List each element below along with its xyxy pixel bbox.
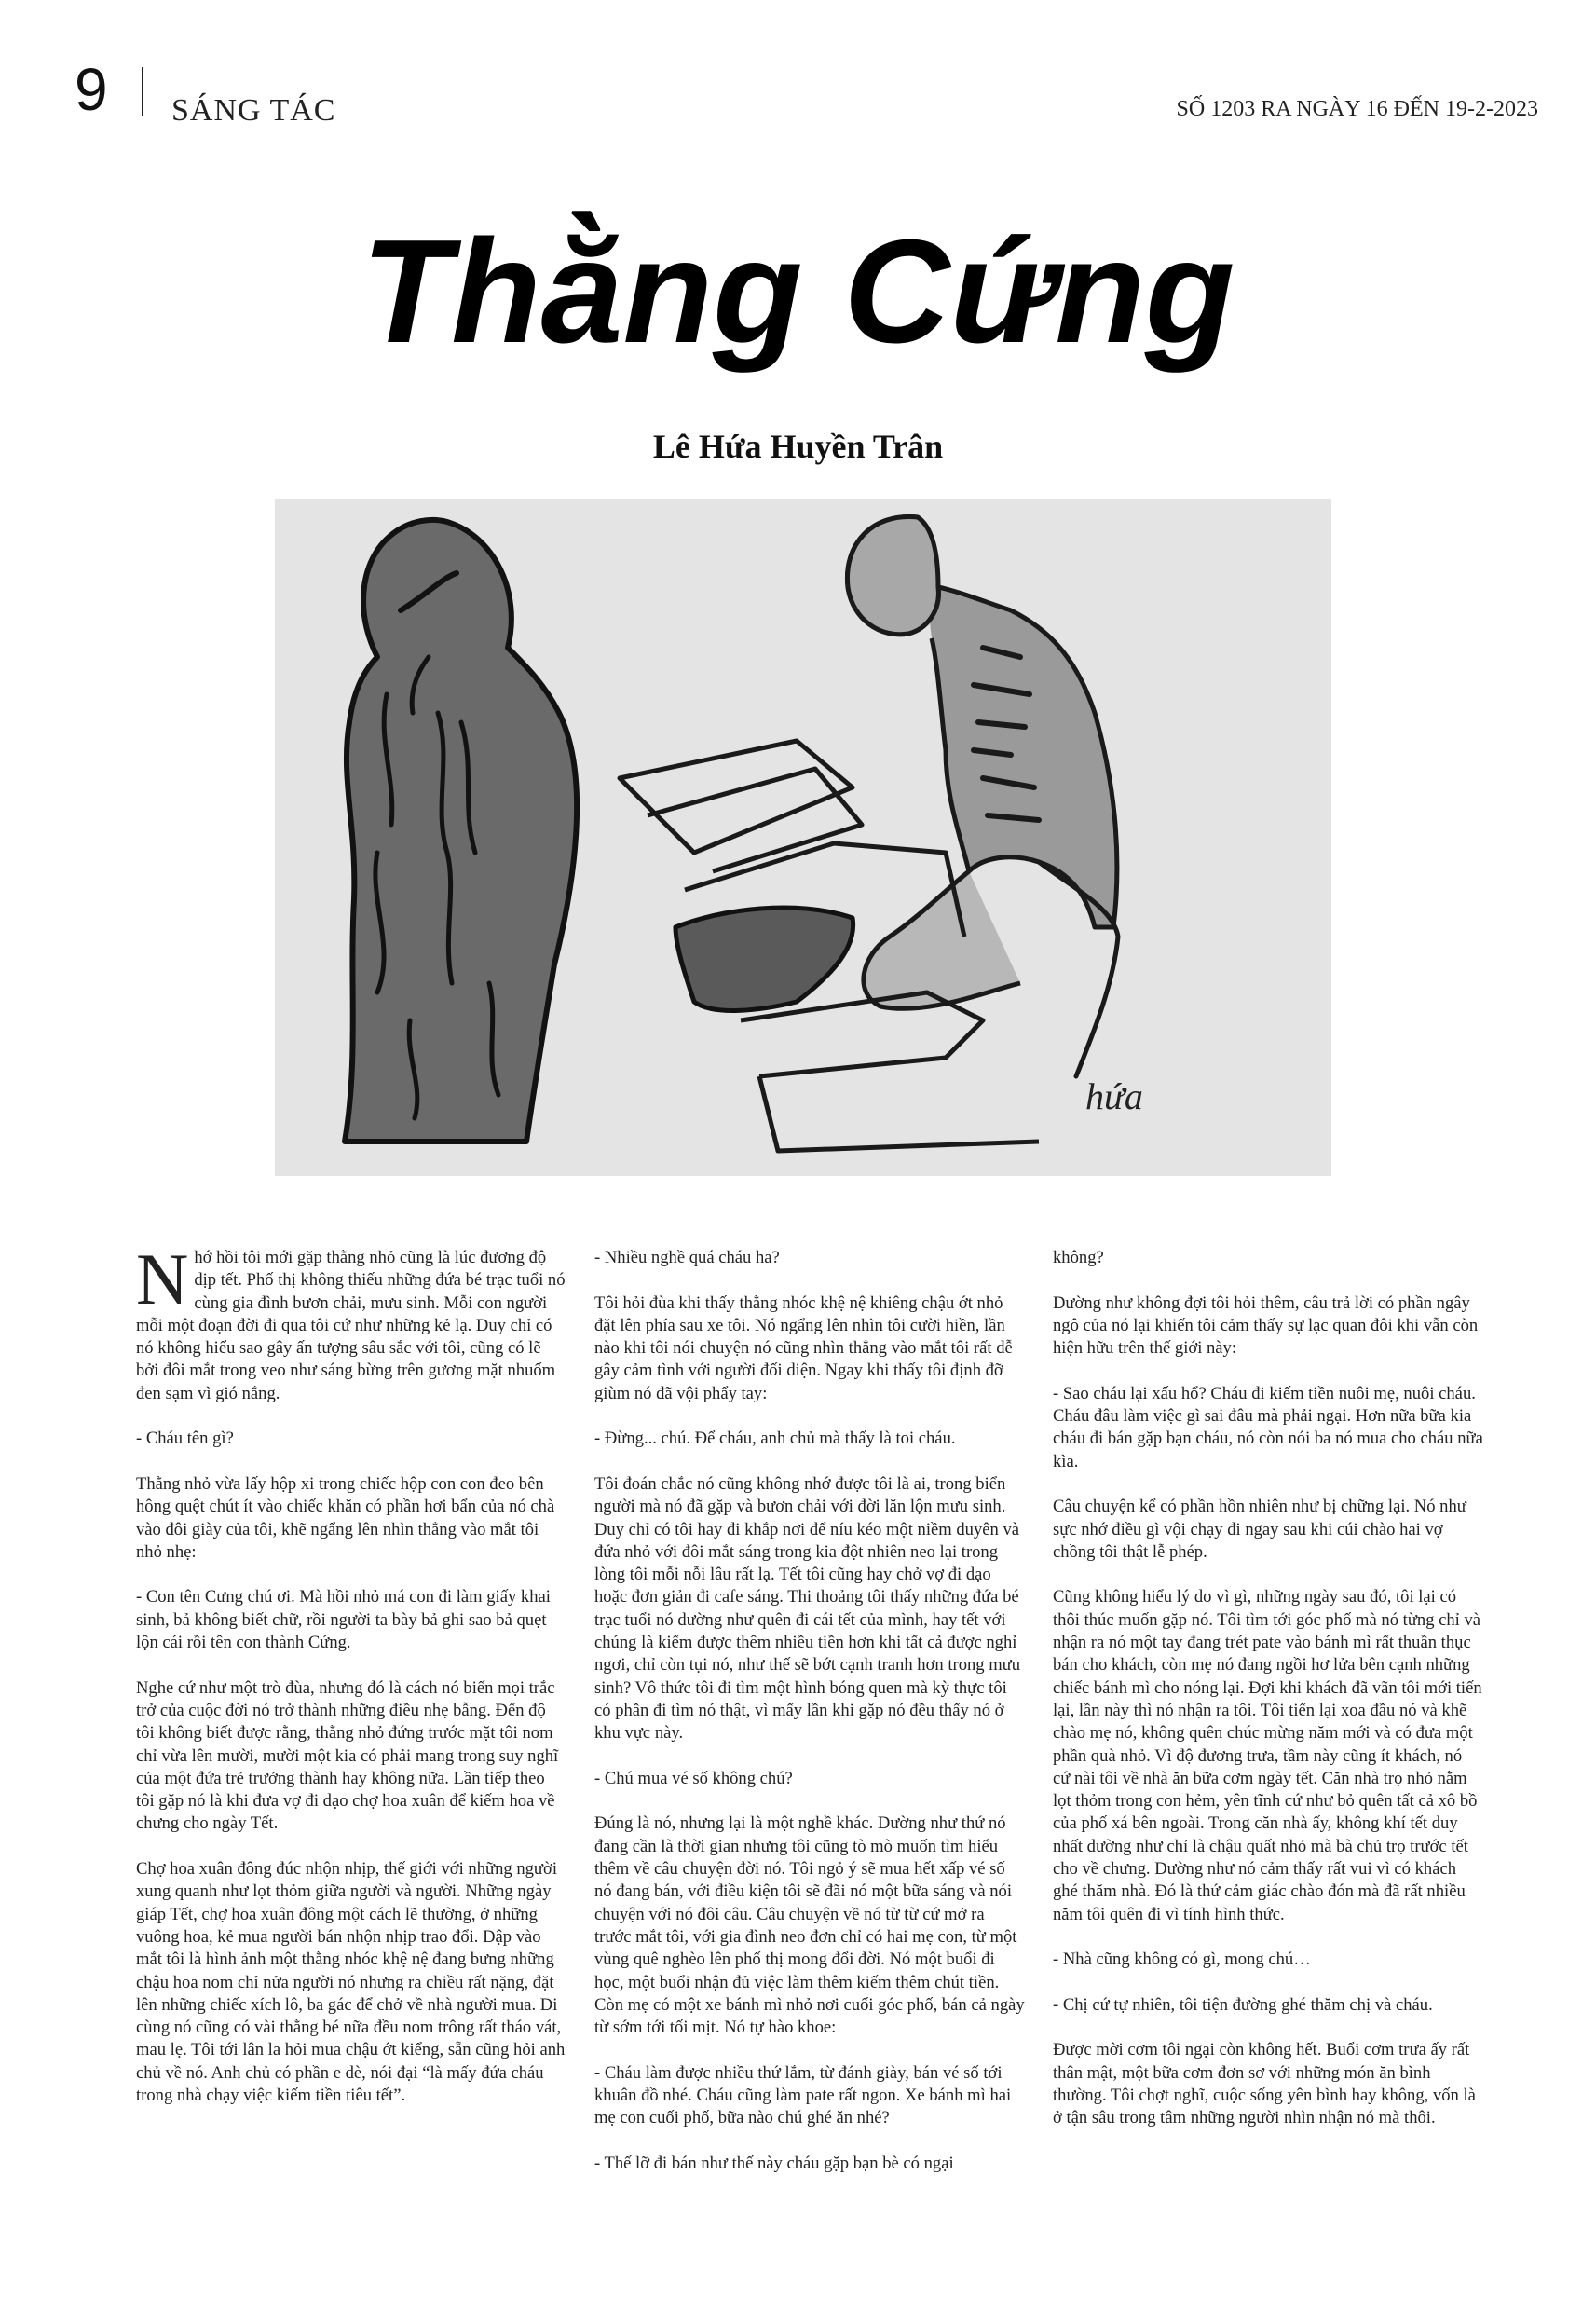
paragraph: Chợ hoa xuân đông đúc nhộn nhịp, thế giới với những người xung quanh như lọt thỏm giữa người và người. Những ngày giáp Tết, chợ hoa xuân đông một cách lẽ thường, ở những vuông hoa, kẻ mua người bán nhộn nhịp trao đổi. Đập vào mắt tôi là hình ảnh một thằng nhóc khệ nệ đang bưng những chậu hoa nom chỉ nửa người nó nhưng ra chiều rất nặng, đặt lên những chiếc xích lô, ba gác để chở về nhà người mua. Đi cùng nó cũng có vài thằng bé nữa đều nom trông rất tháo vát, mau lẹ. Tôi tới lân la hỏi mua chậu ớt kiểng, sẵn cũng hỏi anh chủ về nó. Anh chủ có phần e dè, nói đại “là mấy đứa cháu trong nhà chạy việc kiếm tiền tiêu tết”. [136,1859,566,2105]
article-column-2 [594,1247,1025,2197]
paragraph: - Cháu làm được nhiều thứ lắm, từ đánh giày, bán vé số tới khuân đồ nhé. Cháu cũng làm pate rất ngon. Xe bánh mì hai mẹ con cuối phố, bữa nào chú ghé ăn nhé? [594,2062,1012,2128]
page-number: 9 [75,56,108,123]
paragraph: - Thế lỡ đi bán như thế này cháu gặp bạn bè có ngại [594,2153,954,2173]
paragraph [136,1238,566,1405]
paragraph: - Chị cứ tự nhiên, tôi tiện đường ghé thăm chị và cháu. [1053,1994,1433,2015]
article-author: Lê Hứa Huyền Trân [652,428,944,465]
article-column-1 [136,1238,566,2130]
article-title: Thằng Cứng [361,210,1235,374]
page-header [0,0,1596,130]
paragraph: - Con tên Cưng chú ơi. Mà hồi nhỏ má con đi làm giấy khai sinh, bả không biết chữ, rồi người ta bày bả ghi sao bả quẹt lộn cái rồi tên con thành Cứng. [136,1587,551,1653]
paragraph-text: hớ hồi tôi mới gặp thằng nhỏ cũng là lúc đương độ dịp tết. Phố thị không thiếu những đứa bé trạc tuổi nó cùng gia đình bươn chải, mưu sinh. Mỗi con người mỗi một đoạn đời đi qua tôi cứ như những kẻ lạ. Duy chỉ có nó không hiểu sao gây ấn tượng sâu sắc với tôi, cũng có lẽ bởi đôi mắt trong veo như sáng bừng trên gương mặt nhuốm đen sạm vì gió nắng. [136,1248,566,1403]
issue-info: SỐ 1203 RA NGÀY 16 ĐẾN 19-2-2023 [1176,97,1538,121]
artist-signature: hứa [1085,1075,1143,1117]
paragraph: - Chú mua vé số không chú? [594,1768,793,1788]
paragraph: không? [1053,1248,1104,1267]
paragraph: Được mời cơm tôi ngại còn không hết. Buổi cơm trưa ấy rất thân mật, một bữa cơm đơn sơ với những món ăn bình thường. Tôi chợt nghĩ, cuộc sống yên bình hay không, vốn là ở tận sâu trong tâm những người nhìn nhận nó mà thôi. [1053,2040,1476,2128]
paragraph: - Sao cháu lại xấu hổ? Cháu đi kiếm tiền nuôi mẹ, nuôi cháu. Cháu đâu làm việc gì sai đâu mà phải ngại. Hơn nữa bữa kia cháu đi bán gặp bạn cháu, nó còn nói ba nó mua cho cháu nữa kìa. [1053,1383,1483,1471]
paragraph: Tôi hỏi đùa khi thấy thằng nhóc khệ nệ khiêng chậu ớt nhỏ đặt lên phía sau xe tôi. Nó ngẩng lên nhìn tôi cười hiền, lần nào khi tôi nói chuyện nó cũng nhìn thẳng vào mắt tôi rất dễ gây cảm tình với người đối diện. Ngay khi thấy tôi định đỡ giùm nó đã vội phẩy tay: [594,1293,1013,1403]
paragraph: Tôi đoán chắc nó cũng không nhớ được tôi là ai, trong biển người mà nó đã gặp và bươn chải với đời lăn lộn mưu sinh. Duy chỉ có tôi hay đi khắp nơi để níu kéo một niềm duyên và đứa nhỏ với đôi mắt sáng trong kia đột nhiên neo lại trong lòng tôi mỗi nỗi lâu rất lạ. Tết tôi cũng hay chở vợ đi dạo hoặc đơn giản đi cafe sáng. Thi thoảng tôi thấy những đứa bé trạc tuổi nó dường như quên đi cái tết của mình, hay tết với chúng là kiếm được thêm nhiều tiền hơn khi tất cả được nghỉ ngơi, chỉ còn tụi nó, như thế sẽ bớt cạnh tranh hơn trong mưu sinh? Vô thức tôi đi tìm một hình bóng quen mà kỳ thực tôi có phần đi tìm nó thật, vì mấy lần khi gặp nó đều thấy nó ở khu vực này. [594,1473,1021,1744]
paragraph: - Nhiều nghề quá cháu ha? [594,1248,780,1267]
paragraph: Đúng là nó, nhưng lại là một nghề khác. Dường như thứ nó đang cần là thời gian nhưng tôi cũng tò mò muốn tìm hiểu thêm về câu chuyện đời nó. Tôi ngỏ ý sẽ mua hết xấp vé số nó đang bán, với điều kiện tôi sẽ đãi nó một bữa sáng và nói chuyện với nó đôi câu. Câu chuyện về nó từ từ cứ mở ra trước mắt tôi, với gia đình neo đơn chỉ có hai mẹ con, từ một vùng quê nghèo lên phố thị mong đổi đời. Nó một buổi đi học, một buổi nhận đủ việc làm thêm kiếm thêm chút tiền. Còn mẹ có một xe bánh mì nhỏ nơi cuối góc phố, bán cả ngày từ sớm tới tối mịt. Nó tự hào khoe: [594,1813,1025,2038]
paragraph: Dường như không đợi tôi hỏi thêm, câu trả lời có phần ngây ngô của nó lại khiến tôi cảm thấy sự lạc quan đôi khi vẫn còn hiện hữu trên thế giới này: [1053,1293,1479,1359]
paragraph: Cũng không hiểu lý do vì gì, những ngày sau đó, tôi lại có thôi thúc muốn gặp nó. Tôi tìm tới góc phố mà nó từng chỉ và nhận ra nó một tay đang trét pate vào bánh mì rất thuần thục bán cho khách, còn mẹ nó đang ngồi hơ lửa bên cạnh những chiếc bánh mì cho nóng lại. Đợi khi khách đã vãn tôi mới tiến lại, lần này thì nó nhận ra tôi. Tôi tiến lại xoa đầu nó và khẽ chào mẹ nó, không quên chúc mừng năm mới và có đưa một phần quà nhỏ. Vì độ đương trưa, tầm này cũng ít khách, nó cứ nài tôi về nhà ăn bữa cơm ngày tết. Căn nhà trọ nhỏ nằm lọt thỏm trong con hẻm, yên tĩnh cứ như bỏ quên tất cả xô bồ của phố xá bên ngoài. Trong căn nhà ấy, không khí tết duy nhất dường như chỉ là chậu quất nhỏ mà bà chủ trọ trước tết cho về chưng. Dường như nó cảm thấy rất vui vì có khách ghé thăm nhà. Đó là thứ cảm giác chào đón mà đã rất nhiều năm tôi quên đi vì tính hình thức. [1053,1587,1482,1924]
paragraph: Thằng nhỏ vừa lấy hộp xi trong chiếc hộp con con đeo bên hông quệt chút ít vào chiếc khăn có phần hơi bẩn của nó chà vào đôi giày của tôi, khẽ ngẩng lên nhìn thẳng vào mắt tôi nhỏ nhẹ: [136,1473,555,1562]
article-column-3 [1053,1247,1483,2153]
paragraph: - Đừng... chú. Để cháu, anh chủ mà thấy là toi cháu. [594,1429,956,1449]
paragraph: - Cháu tên gì? [136,1429,234,1449]
drop-cap: N [136,1238,189,1320]
illustration [275,499,1331,1176]
paragraph: Nghe cứ như một trò đùa, nhưng đó là cách nó biến mọi trắc trở của cuộc đời nó trở thành những điều nhẹ bẫng. Đến độ tôi không biết được rằng, thằng nhỏ đứng trước mặt tôi nom chỉ vừa lên mười, mười một kia có phải mang trong suy nghĩ của một đứa trẻ trưởng thành hay không nữa. Lần tiếp theo tôi gặp nó là khi đưa vợ đi dạo chợ hoa xuân để kiếm hoa về chưng cho ngày Tết. [136,1677,559,1834]
section-label: SÁNG TÁC [171,93,336,128]
paragraph: - Nhà cũng không có gì, mong chú… [1053,1949,1311,1970]
paragraph: Câu chuyện kể có phần hồn nhiên như bị chững lại. Nó như sực nhớ điều gì vội chạy đi ngay sau khi cúi chào hai vợ chồng tôi thật lễ phép. [1053,1497,1466,1562]
header-divider [142,67,143,116]
